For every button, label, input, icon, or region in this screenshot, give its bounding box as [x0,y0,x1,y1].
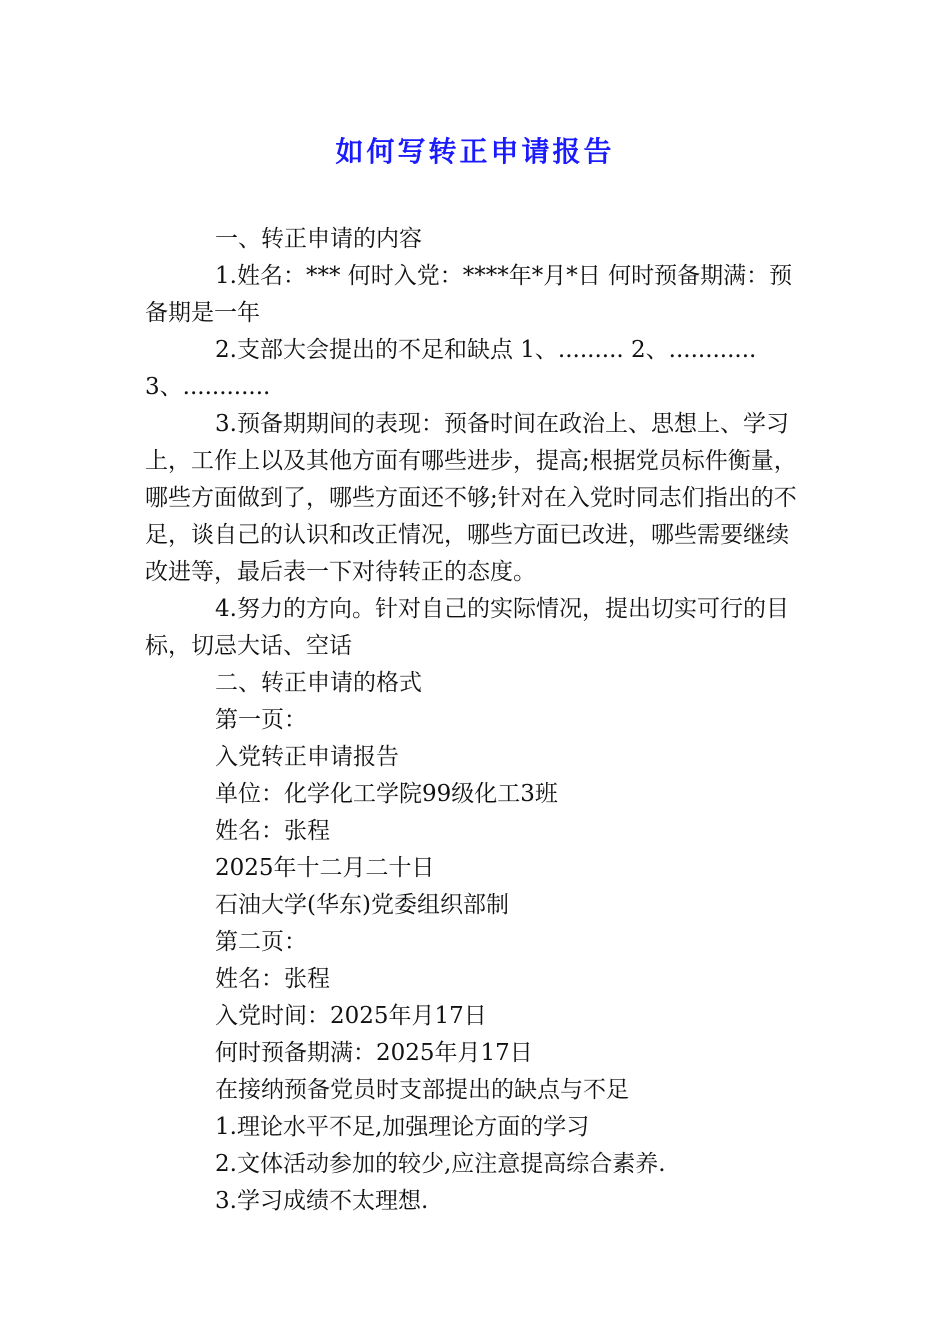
paragraph: 3.预备期期间的表现：预备时间在政治上、思想上、学习上，工作上以及其他方面有哪些进步，提高;根据党员标件衡量，哪些方面做到了，哪些方面还不够;针对在入党时同志们指出的不足，谈自己的认识和改正情况，哪些方面已改进，哪些需要继续改进等，最后表一下对待转正的态度。 [145,411,797,585]
paragraph: 入党转正申请报告 [215,744,399,770]
paragraph: 2.支部大会提出的不足和缺点 1、......... 2、............ 3、............ [145,337,757,400]
paragraph: 2.文体活动参加的较少,应注意提高综合素养. [215,1151,666,1177]
paragraph: 入党时间：2025年月17日 [215,1003,487,1029]
paragraph: 2025年十二月二十日 [215,855,435,881]
document-body [145,221,805,1220]
paragraph: 3.学习成绩不太理想. [215,1188,429,1214]
section-heading: 一、转正申请的内容 [215,226,422,252]
paragraph: 姓名：张程 [215,966,330,992]
paragraph: 单位：化学化工学院99级化工3班 [215,781,558,807]
paragraph: 1.理论水平不足,加强理论方面的学习 [215,1114,590,1140]
paragraph: 姓名：张程 [215,818,330,844]
paragraph: 4.努力的方向。针对自己的实际情况，提出切实可行的目标，切忌大话、空话 [145,596,789,659]
paragraph: 1.姓名：*** 何时入党：****年*月*日 何时预备期满：预备期是一年 [145,263,793,326]
paragraph: 第二页： [215,929,307,955]
paragraph: 在接纳预备党员时支部提出的缺点与不足 [215,1077,629,1103]
paragraph: 何时预备期满：2025年月17日 [215,1040,533,1066]
paragraph: 石油大学(华东)党委组织部制 [215,892,509,918]
document-title: 如何写转正申请报告 [335,135,615,168]
section-heading: 二、转正申请的格式 [215,670,422,696]
paragraph: 第一页： [215,707,307,733]
